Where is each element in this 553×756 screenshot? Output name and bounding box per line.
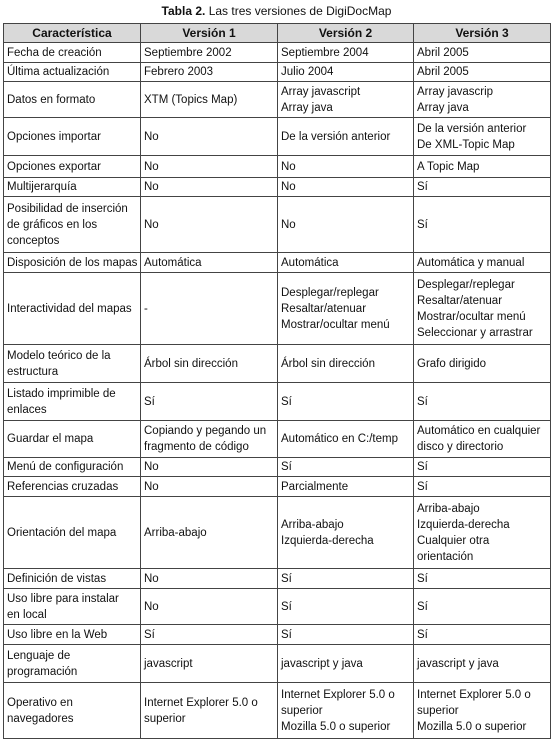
- version-3-cell: [414, 178, 551, 197]
- cell-line: Disposición de los mapas: [7, 256, 138, 269]
- table-row: [4, 118, 551, 156]
- version-3-cell: [414, 156, 551, 178]
- version-2-cell: [278, 458, 414, 477]
- version-2-cell: [278, 477, 414, 497]
- cell-line: Grafo dirigido: [417, 357, 487, 370]
- table-row: [4, 497, 551, 569]
- cell-line: Izquierda-derecha: [281, 534, 374, 547]
- cell-line: No: [144, 218, 159, 231]
- cell-line: Abril 2005: [417, 66, 469, 78]
- version-1-cell: [141, 458, 278, 477]
- cell-line: Sí: [281, 628, 292, 641]
- cell-line: Mozilla 5.0 o superior: [281, 720, 391, 733]
- cell-line: Sí: [144, 628, 155, 641]
- cell-line: Resaltar/atenuar: [417, 294, 503, 307]
- cell-line: Listado imprimible de: [7, 387, 116, 400]
- cell-line: Menú de configuración: [7, 461, 124, 473]
- cell-line: Mostrar/ocultar menú: [281, 318, 390, 331]
- feature-cell: [4, 683, 141, 739]
- version-1-cell: [141, 625, 278, 645]
- cell-line: Automática y manual: [417, 256, 525, 269]
- cell-line: Internet Explorer 5.0 o: [281, 688, 395, 701]
- version-3-cell: [414, 589, 551, 625]
- version-2-cell: [278, 178, 414, 197]
- version-1-cell: [141, 156, 278, 178]
- cell-line: Arriba-abajo: [281, 518, 344, 531]
- cell-line: Sí: [417, 600, 428, 613]
- feature-cell: [4, 589, 141, 625]
- feature-cell: [4, 477, 141, 497]
- version-3-cell: [414, 253, 551, 273]
- cell-line: orientación: [417, 550, 474, 563]
- version-1-cell: [141, 589, 278, 625]
- cell-line: Datos en formato: [7, 93, 96, 106]
- cell-line: Abril 2005: [417, 46, 469, 59]
- version-2-cell: [278, 118, 414, 156]
- cell-line: estructura: [7, 365, 59, 378]
- cell-line: Operativo en: [7, 696, 73, 709]
- header-version-1: Versión 1: [141, 24, 278, 43]
- cell-line: Multijerarquía: [7, 181, 77, 193]
- cell-line: Sí: [281, 461, 292, 473]
- table-row: [4, 383, 551, 421]
- cell-line: Referencias cruzadas: [7, 480, 119, 493]
- cell-line: No: [281, 181, 296, 193]
- cell-line: Árbol sin dirección: [281, 357, 375, 370]
- cell-line: Definición de vistas: [7, 572, 107, 585]
- cell-line: Sí: [417, 628, 428, 641]
- version-3-cell: [414, 43, 551, 63]
- version-3-cell: [414, 477, 551, 497]
- feature-cell: [4, 63, 141, 82]
- cell-line: Desplegar/replegar: [417, 278, 515, 291]
- cell-line: Orientación del mapa: [7, 526, 117, 539]
- cell-line: A Topic Map: [417, 160, 480, 173]
- version-3-cell: [414, 497, 551, 569]
- cell-line: Sí: [417, 480, 428, 493]
- cell-line: Sí: [281, 600, 292, 613]
- cell-line: Automático en C:/temp: [281, 433, 398, 445]
- feature-cell: [4, 645, 141, 683]
- table-row: [4, 197, 551, 253]
- cell-line: No: [144, 160, 159, 173]
- cell-line: No: [144, 130, 159, 143]
- header-caracteristica: Característica: [4, 24, 141, 43]
- cell-line: conceptos: [7, 234, 60, 247]
- version-3-cell: [414, 197, 551, 253]
- cell-line: Sí: [281, 572, 292, 585]
- version-3-cell: [414, 345, 551, 383]
- cell-line: Septiembre 2004: [281, 46, 369, 59]
- version-2-cell: [278, 589, 414, 625]
- cell-line: javascript: [144, 657, 193, 670]
- version-1-cell: [141, 63, 278, 82]
- cell-line: Última actualización: [7, 66, 110, 78]
- table-row: [4, 645, 551, 683]
- feature-cell: [4, 625, 141, 645]
- version-3-cell: [414, 645, 551, 683]
- feature-cell: [4, 569, 141, 589]
- cell-line: Seleccionar y arrastrar: [417, 326, 533, 339]
- cell-line: Sí: [144, 395, 155, 408]
- cell-line: Árbol sin dirección: [144, 357, 238, 370]
- cell-line: Fecha de creación: [7, 46, 102, 59]
- cell-line: Sí: [281, 395, 292, 408]
- table-row: [4, 625, 551, 645]
- table-header-row: [4, 24, 551, 43]
- feature-cell: [4, 345, 141, 383]
- version-2-cell: [278, 253, 414, 273]
- version-1-cell: [141, 477, 278, 497]
- cell-line: Febrero 2003: [144, 66, 214, 78]
- caption-text: Las tres versiones de DigiDocMap: [208, 4, 392, 18]
- version-2-cell: [278, 683, 414, 739]
- version-3-cell: [414, 421, 551, 458]
- feature-cell: [4, 458, 141, 477]
- version-1-cell: [141, 569, 278, 589]
- version-1-cell: [141, 497, 278, 569]
- cell-line: Arriba-abajo: [144, 526, 207, 539]
- cell-line: XTM (Topics Map): [144, 93, 238, 106]
- table-row: [4, 156, 551, 178]
- table-body: [4, 43, 551, 739]
- feature-cell: [4, 273, 141, 345]
- feature-cell: [4, 421, 141, 458]
- version-1-cell: [141, 82, 278, 118]
- version-3-cell: [414, 82, 551, 118]
- feature-cell: [4, 156, 141, 178]
- table-row: [4, 421, 551, 458]
- cell-line: Sí: [417, 461, 428, 473]
- version-1-cell: [141, 683, 278, 739]
- cell-line: Uso libre para instalar: [7, 592, 119, 605]
- version-2-cell: [278, 43, 414, 63]
- version-2-cell: [278, 63, 414, 82]
- version-2-cell: [278, 645, 414, 683]
- cell-line: Internet Explorer 5.0 o: [417, 688, 531, 701]
- cell-line: Arriba-abajo: [417, 502, 480, 515]
- caption-label: Tabla 2.: [161, 4, 206, 18]
- version-2-cell: [278, 273, 414, 345]
- cell-line: Parcialmente: [281, 480, 349, 493]
- version-1-cell: [141, 178, 278, 197]
- version-3-cell: [414, 683, 551, 739]
- version-3-cell: [414, 383, 551, 421]
- cell-line: Array javascrip: [417, 85, 494, 98]
- cell-line: Guardar el mapa: [7, 433, 94, 445]
- version-2-cell: [278, 345, 414, 383]
- feature-cell: [4, 43, 141, 63]
- cell-line: De XML-Topic Map: [417, 138, 515, 151]
- header-version-3: Versión 3: [414, 24, 551, 43]
- feature-cell: [4, 383, 141, 421]
- cell-line: Cualquier otra: [417, 534, 490, 547]
- table-row: [4, 683, 551, 739]
- table-row: [4, 569, 551, 589]
- cell-line: fragmento de código: [144, 441, 249, 453]
- version-2-cell: [278, 197, 414, 253]
- cell-line: Desplegar/replegar: [281, 286, 379, 299]
- cell-line: Sí: [417, 181, 428, 193]
- table-row: [4, 458, 551, 477]
- version-2-cell: [278, 383, 414, 421]
- version-1-cell: [141, 197, 278, 253]
- table-row: [4, 589, 551, 625]
- table-row: [4, 253, 551, 273]
- version-3-cell: [414, 63, 551, 82]
- version-1-cell: [141, 383, 278, 421]
- cell-line: Septiembre 2002: [144, 46, 232, 59]
- cell-line: disco y directorio: [417, 441, 504, 453]
- cell-line: Modelo teórico de la: [7, 349, 111, 362]
- cell-line: javascript y java: [281, 657, 363, 670]
- table-row: [4, 82, 551, 118]
- version-2-cell: [278, 82, 414, 118]
- version-1-cell: [141, 345, 278, 383]
- cell-line: Array javascript: [281, 85, 361, 98]
- cell-line: Automático en cualquier: [417, 425, 541, 437]
- feature-cell: [4, 82, 141, 118]
- feature-cell: [4, 253, 141, 273]
- cell-line: Uso libre en la Web: [7, 628, 108, 641]
- cell-line: Sí: [417, 572, 428, 585]
- version-3-cell: [414, 569, 551, 589]
- cell-line: superior: [144, 712, 186, 725]
- cell-line: Opciones importar: [7, 130, 101, 143]
- table-row: [4, 477, 551, 497]
- cell-line: No: [281, 218, 296, 231]
- table-row: [4, 178, 551, 197]
- cell-line: Internet Explorer 5.0 o: [144, 696, 258, 709]
- cell-line: Resaltar/atenuar: [281, 302, 367, 315]
- version-1-cell: [141, 118, 278, 156]
- version-2-cell: [278, 156, 414, 178]
- cell-line: de gráficos en los: [7, 218, 98, 231]
- feature-cell: [4, 118, 141, 156]
- cell-line: programación: [7, 665, 78, 678]
- cell-line: No: [281, 160, 296, 173]
- versions-table: [3, 23, 551, 739]
- version-2-cell: [278, 421, 414, 458]
- version-2-cell: [278, 569, 414, 589]
- feature-cell: [4, 178, 141, 197]
- cell-line: No: [144, 572, 159, 585]
- cell-line: No: [144, 600, 159, 613]
- cell-line: javascript y java: [417, 657, 499, 670]
- cell-line: Posibilidad de inserción: [7, 202, 128, 215]
- version-1-cell: [141, 43, 278, 63]
- cell-line: Array java: [281, 101, 333, 114]
- table-caption: [0, 0, 553, 23]
- cell-line: Mostrar/ocultar menú: [417, 310, 526, 323]
- cell-line: Lenguaje de: [7, 649, 71, 662]
- version-1-cell: [141, 273, 278, 345]
- table-row: [4, 345, 551, 383]
- table-row: [4, 43, 551, 63]
- cell-line: navegadores: [7, 712, 74, 725]
- cell-line: No: [144, 461, 159, 473]
- cell-line: -: [144, 302, 148, 315]
- version-2-cell: [278, 625, 414, 645]
- cell-line: superior: [417, 704, 459, 717]
- cell-line: enlaces: [7, 403, 47, 416]
- version-1-cell: [141, 253, 278, 273]
- cell-line: superior: [281, 704, 323, 717]
- cell-line: Automática: [281, 256, 339, 269]
- cell-line: De la versión anterior: [281, 130, 391, 143]
- cell-line: Julio 2004: [281, 66, 334, 78]
- cell-line: Array java: [417, 101, 469, 114]
- cell-line: Sí: [417, 218, 428, 231]
- cell-line: Izquierda-derecha: [417, 518, 510, 531]
- cell-line: De la versión anterior: [417, 122, 527, 135]
- cell-line: Interactividad del mapas: [7, 302, 132, 315]
- cell-line: Automática: [144, 256, 202, 269]
- cell-line: Copiando y pegando un: [144, 425, 267, 437]
- cell-line: Opciones exportar: [7, 160, 101, 173]
- version-3-cell: [414, 458, 551, 477]
- version-3-cell: [414, 273, 551, 345]
- version-1-cell: [141, 421, 278, 458]
- version-2-cell: [278, 497, 414, 569]
- table-row: [4, 273, 551, 345]
- header-version-2: Versión 2: [278, 24, 414, 43]
- table-row: [4, 63, 551, 82]
- cell-line: No: [144, 181, 159, 193]
- cell-line: No: [144, 480, 159, 493]
- version-3-cell: [414, 118, 551, 156]
- feature-cell: [4, 197, 141, 253]
- cell-line: Mozilla 5.0 o superior: [417, 720, 527, 733]
- cell-line: Sí: [417, 395, 428, 408]
- feature-cell: [4, 497, 141, 569]
- version-3-cell: [414, 625, 551, 645]
- cell-line: en local: [7, 608, 47, 621]
- version-1-cell: [141, 645, 278, 683]
